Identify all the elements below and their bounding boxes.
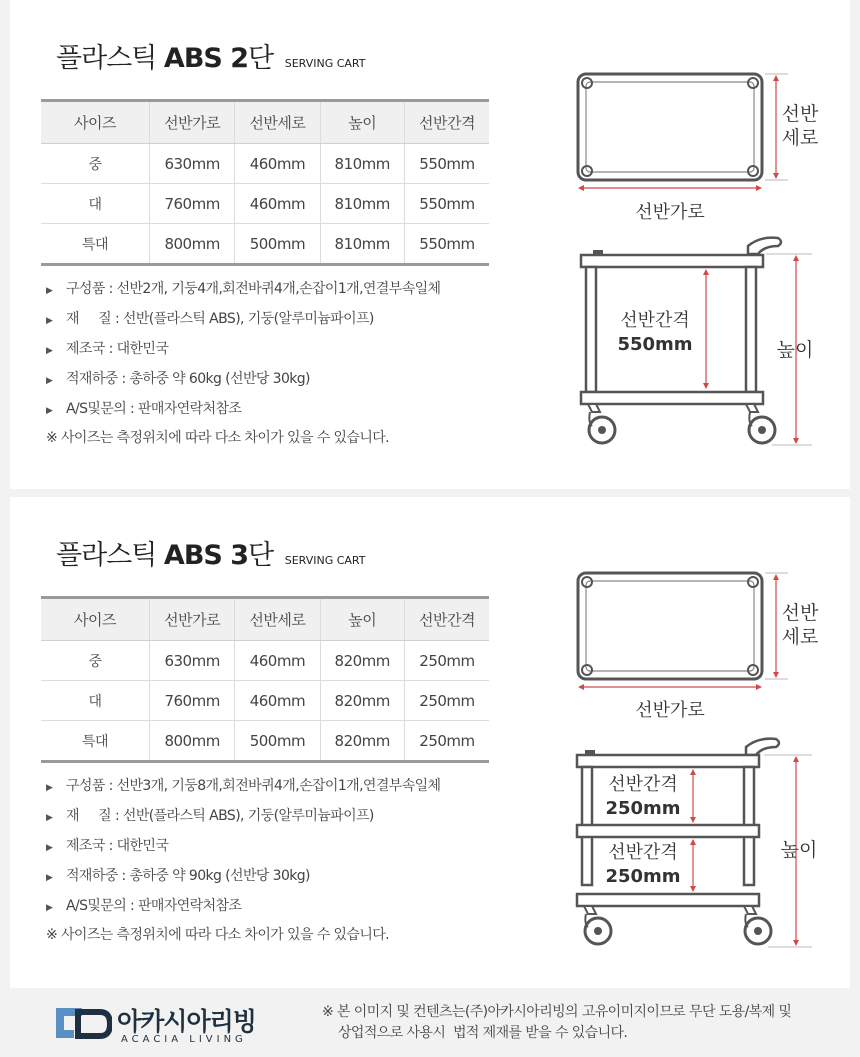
triangle-bullet-icon: ▶ — [46, 783, 53, 793]
note-text: 제조국 : 대한민국 — [66, 838, 169, 854]
size-disclaimer: ※ 사이즈는 측정위치에 따라 다소 차이가 있을 수 있습니다. — [46, 430, 390, 446]
header-cell: 사이즈 — [41, 598, 150, 641]
size-table — [41, 99, 489, 266]
triangle-bullet-icon: ▶ — [46, 873, 53, 883]
gap-dimension-upper — [690, 769, 696, 823]
note-text: 제조국 : 대한민국 — [66, 341, 169, 357]
table-cell: 대 — [41, 184, 150, 224]
table-cell: 특대 — [41, 224, 150, 265]
table-cell: 250mm — [404, 681, 489, 721]
table-cell: 820mm — [320, 721, 404, 762]
header-cell: 선반세로 — [235, 598, 320, 641]
table-cell: 460mm — [235, 681, 320, 721]
header-cell: 높이 — [320, 101, 404, 144]
copyright-notice — [322, 1002, 791, 1044]
depth-label-1: 선반 — [781, 602, 819, 624]
gap-label: 선반간격 — [620, 310, 690, 331]
gap-value-lower: 250mm — [605, 866, 681, 887]
spec-notes — [46, 774, 440, 924]
height-label: 높이 — [780, 839, 818, 861]
width-dimension — [578, 185, 762, 191]
triangle-bullet-icon: ▶ — [46, 376, 53, 386]
table-cell: 550mm — [404, 224, 489, 265]
title-suffix: 단 — [248, 540, 274, 571]
gap-dimension — [703, 269, 709, 389]
table-cell: 820mm — [320, 641, 404, 681]
list-item — [46, 804, 440, 834]
table-cell: 760mm — [150, 184, 235, 224]
product-title — [56, 533, 365, 572]
list-item — [46, 367, 440, 397]
note-text: 구성품 : 선반3개, 기둥8개,회전바퀴4개,손잡이1개,연결부속일체 — [66, 778, 441, 794]
list-item — [46, 834, 440, 864]
cart-diagram-3tier — [550, 557, 840, 967]
table-row — [41, 681, 489, 721]
table-cell: 460mm — [235, 144, 320, 184]
acacia-logo-icon — [52, 1002, 112, 1044]
table-cell: 760mm — [150, 681, 235, 721]
triangle-bullet-icon: ▶ — [46, 406, 53, 416]
depth-label-2: 세로 — [781, 127, 819, 149]
title-model: ABS 3 — [163, 540, 249, 571]
spec-notes — [46, 277, 440, 427]
gap-value-upper: 250mm — [605, 798, 681, 819]
gap-label-upper: 선반간격 — [608, 774, 678, 795]
title-sub: SERVING CART — [284, 57, 366, 70]
table-cell: 500mm — [235, 721, 320, 762]
table-cell: 500mm — [235, 224, 320, 265]
table-cell: 800mm — [150, 721, 235, 762]
height-label: 높이 — [776, 339, 814, 361]
depth-label-1: 선반 — [781, 103, 819, 125]
note-text: 적재하중 : 총하중 약 90kg (선반당 30kg) — [66, 868, 310, 884]
triangle-bullet-icon: ▶ — [46, 843, 53, 853]
table-cell: 820mm — [320, 681, 404, 721]
header-cell: 선반가로 — [150, 101, 235, 144]
logo-english: ACACIA LIVING — [121, 1034, 247, 1045]
triangle-bullet-icon: ▶ — [46, 286, 53, 296]
table-cell: 810mm — [320, 184, 404, 224]
logo-name: 아카시아리빙 — [117, 1007, 256, 1036]
table-row — [41, 721, 489, 762]
table-cell: 250mm — [404, 641, 489, 681]
copyright-line-1: ※ 본 이미지 및 컨텐츠는(주)아카시아리빙의 고유이미지이므로 무단 도용/복제 및 — [322, 1004, 792, 1020]
list-item — [46, 397, 440, 427]
note-text: 구성품 : 선반2개, 기둥4개,회전바퀴4개,손잡이1개,연결부속일체 — [66, 281, 441, 297]
note-text: 재 질 : 선반(플라스틱 ABS), 기둥(알루미늄파이프) — [66, 808, 374, 824]
table-cell: 중 — [41, 641, 150, 681]
title-sub: SERVING CART — [284, 554, 366, 567]
table-header-row — [41, 598, 489, 641]
gap-label-lower: 선반간격 — [608, 842, 678, 863]
table-row — [41, 144, 489, 184]
list-item — [46, 337, 440, 367]
header-cell: 사이즈 — [41, 101, 150, 144]
width-label: 선반가로 — [635, 202, 705, 223]
shelf-top-view — [578, 74, 762, 180]
list-item — [46, 864, 440, 894]
note-text: A/S및문의 : 판매자연락처참조 — [66, 401, 242, 417]
table-cell: 630mm — [150, 144, 235, 184]
product-title — [56, 36, 365, 75]
title-prefix: 플라스틱 — [56, 43, 157, 74]
header-cell: 선반세로 — [235, 101, 320, 144]
list-item — [46, 307, 440, 337]
table-cell: 460mm — [235, 641, 320, 681]
size-table — [41, 596, 489, 763]
gap-dimension-lower — [690, 839, 696, 892]
shelf-top-view — [578, 573, 762, 679]
table-cell: 특대 — [41, 721, 150, 762]
table-row — [41, 184, 489, 224]
triangle-bullet-icon: ▶ — [46, 903, 53, 913]
product-panel-2tier — [10, 0, 850, 489]
note-text: 적재하중 : 총하중 약 60kg (선반당 30kg) — [66, 371, 310, 387]
table-cell: 250mm — [404, 721, 489, 762]
list-item — [46, 277, 440, 307]
header-cell: 선반간격 — [404, 101, 489, 144]
copyright-line-2: 상업적으로 사용시 법적 제재를 받을 수 있습니다. — [338, 1025, 628, 1041]
note-text: A/S및문의 : 판매자연락처참조 — [66, 898, 242, 914]
table-cell: 대 — [41, 681, 150, 721]
header-cell: 선반가로 — [150, 598, 235, 641]
depth-label-2: 세로 — [781, 626, 819, 648]
title-model: ABS 2 — [163, 43, 249, 74]
width-dimension — [578, 684, 762, 690]
table-row — [41, 224, 489, 265]
width-label: 선반가로 — [635, 700, 705, 721]
title-suffix: 단 — [248, 43, 274, 74]
cart-diagram-2tier — [550, 60, 840, 460]
gap-value: 550mm — [617, 334, 693, 355]
table-cell: 550mm — [404, 184, 489, 224]
list-item — [46, 774, 440, 804]
size-disclaimer: ※ 사이즈는 측정위치에 따라 다소 차이가 있을 수 있습니다. — [46, 927, 390, 943]
list-item — [46, 894, 440, 924]
table-cell: 810mm — [320, 144, 404, 184]
triangle-bullet-icon: ▶ — [46, 346, 53, 356]
table-cell: 630mm — [150, 641, 235, 681]
triangle-bullet-icon: ▶ — [46, 813, 53, 823]
header-cell: 선반간격 — [404, 598, 489, 641]
product-panel-3tier — [10, 497, 850, 988]
table-cell: 중 — [41, 144, 150, 184]
triangle-bullet-icon: ▶ — [46, 316, 53, 326]
table-cell: 810mm — [320, 224, 404, 265]
table-row — [41, 641, 489, 681]
table-cell: 550mm — [404, 144, 489, 184]
table-cell: 800mm — [150, 224, 235, 265]
table-cell: 460mm — [235, 184, 320, 224]
note-text: 재 질 : 선반(플라스틱 ABS), 기둥(알루미늄파이프) — [66, 311, 374, 327]
title-prefix: 플라스틱 — [56, 540, 157, 571]
header-cell: 높이 — [320, 598, 404, 641]
table-header-row — [41, 101, 489, 144]
